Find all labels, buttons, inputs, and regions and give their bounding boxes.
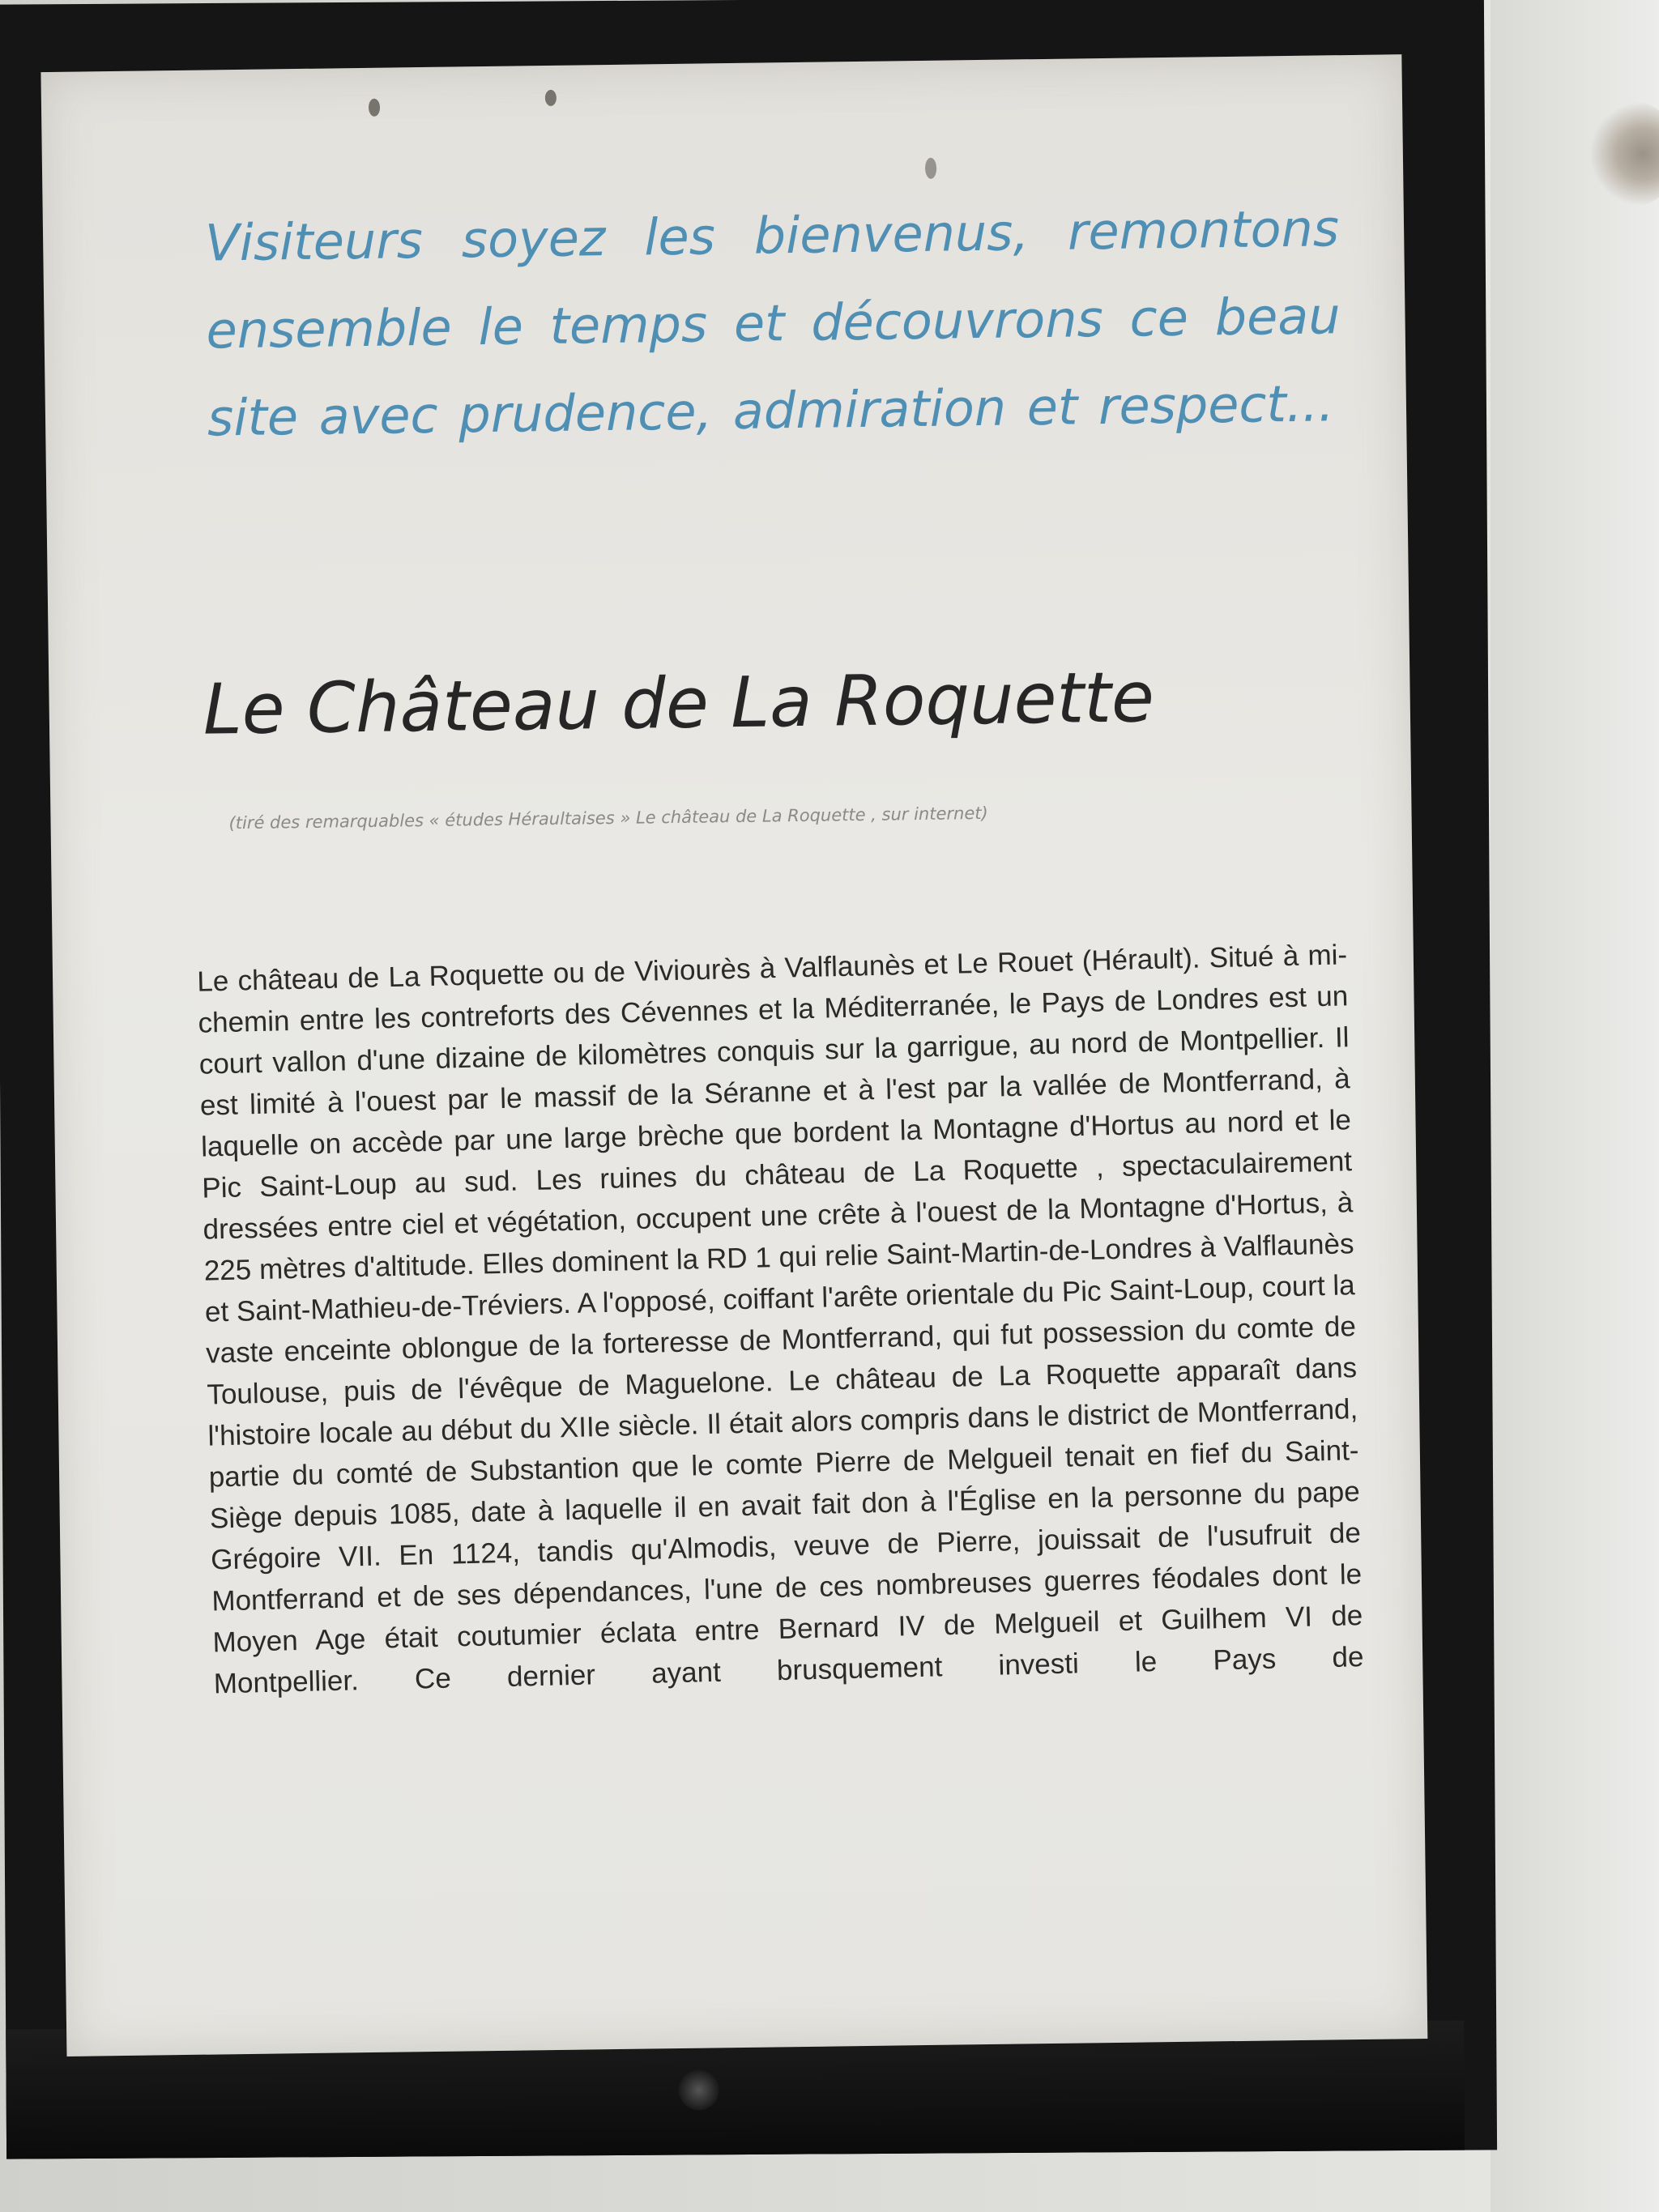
paper-spot <box>369 99 380 117</box>
history-text: Le château de La Roquette ou de Viviourès à Valflaunès et Le Rouet (Hérault). Situé à mi-chemin entre les contreforts des Cévennes et la Méditerranée, le Pays de Londres est un court vallon d'une dizaine de kilomètres conquis sur la garrigue, au nord de Montpellier. Il est limité à l'ouest par le massif de la Séranne et à l'est par la vallée de Montferrand, à laquelle on accède par une large brèche que bordent la Montagne d'Hortus au nord et le Pic Saint-Loup au sud. Les ruines du château de La Roquette , spectaculairement dressées entre ciel et végétation, occupent une crête à l'ouest de la Montagne d'Hortus, à 225 mètres d'altitude. Elles dominent la RD 1 qui relie Saint-Martin-de-Londres à Valflaunès et Saint-Mathieu-de-Tréviers. A l'opposé, coiffant l'arête orientale du Pic Saint-Loup, court la vaste enceinte oblongue de la forteresse de Montferrand, qui fut possession du comte de Toulouse, puis de l'évêque de Maguelone. Le château de La Roquette apparaît dans l'histoire locale au début du XIIe siècle. Il était alors compris dans le district de Montferrand, partie du comté de Substantion que le comte Pierre de Melgueil tenait en fief du Saint-Siège depuis 1085, date à laquelle il en avait fait don à l'Église en la personne du pape Grégoire VII. En 1124, tandis qu'Almodis, veuve de Pierre, jouissait de l'usufruit de Montferrand et de ses dépendances, l'une de ces nombreuses guerres féodales dont le Moyen Age était coutumier éclata entre Bernard IV de Melgueil et Guilhem VI de Montpellier. Ce dernier ayant brusquement investi le Pays de <box>196 939 1364 1700</box>
source-note: (tiré des remarquables « études Héraultaises » Le château de La Roquette , sur internet) <box>228 803 988 833</box>
paper-spot <box>545 90 557 106</box>
wall <box>1491 0 1659 2212</box>
welcome-message: Visiteurs soyez les bienvenus, remontons ensemble le temps et découvrons ce beau site avec prudence, admiration et respect... <box>204 198 1341 448</box>
paper-spot <box>925 158 936 179</box>
poster-title: Le Château de La Roquette <box>203 657 1155 751</box>
frame-clip <box>678 2069 719 2110</box>
poster-sheet <box>41 54 1427 2056</box>
